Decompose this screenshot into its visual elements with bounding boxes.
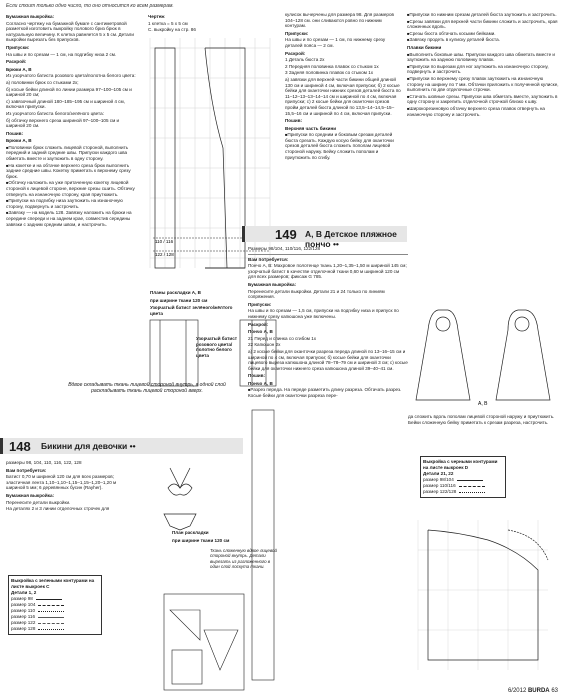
col3-cut-line: 3 Задняя половинка плавок со стыком 1х <box>285 70 374 76</box>
bikini-pattern-text: Перенесите детали выкройки. <box>6 499 71 505</box>
line-swatch <box>38 629 64 630</box>
legend-row <box>423 489 503 495</box>
cut-line: Из узорчатого батиста розового цвета/полотна белого цвета: <box>6 73 136 79</box>
section-number: 148 <box>9 439 31 454</box>
column-instructions-pants <box>6 12 136 228</box>
layout-caption: Вдвое складывать ткань лицевой стороной внутрь, в одной слой раскладывать ткань лицевой стороной вверх. <box>68 382 226 394</box>
poncho-sew-heading: Пошив: <box>248 373 266 379</box>
drawing-header <box>148 12 278 34</box>
legend-detail: Детали 1, 2 <box>11 590 37 595</box>
panties-step: ■ Припуски по вырезам для ног заутюжить на изнаночную сторону, подвернуть и застрочить. <box>407 64 561 75</box>
sew-step: ■ Половинки брюк сложить лицевой стороной, выполнить передний и задний средние швы. Припуски каждого шва обметать вместе и заутюжить в одну сторону. <box>6 145 136 162</box>
column-bikini-continued <box>285 12 403 161</box>
poncho-illustration <box>408 300 562 410</box>
allowance-text: На швы и по срезам — 1 см, на подгибку низа 2 см. <box>6 51 117 57</box>
drawing-title: Чертеж <box>148 14 165 19</box>
col3-allowance-text: На швы и по срезам — 1 см, по нижнему срезу деталей пояса — 2 см. <box>285 37 386 48</box>
col3-cut-text: а) завязки для верхней части бикини общей длиной 130 см и шириной 4 см, включая припуски; б) 2 косые бейки для оканточки нижних срезов деталей бюста по 11–12–13–13–14–14 см и шириной по 4 см, включая припуски; с) 2 косые бейки для оканточки срезов пройм деталей бюста длиной по 13,5–14–14,5–15–15,5–16 см и шириной по 4 см, включая припуски. <box>285 76 401 116</box>
sew-step: ■ Обтачку наложить на уже притаченную кокетку лицевой стороной к лицевой стороне, верхние срезы сшить. Обтачку отвернуть на изнаночную сторону, края приутюжить. <box>6 180 136 197</box>
drawing-reference: С. выкройку на стр. 86 <box>148 27 196 33</box>
line-swatch <box>38 617 64 618</box>
legend-size: размер 116 <box>11 614 36 619</box>
col3-sew-heading: Пошив: <box>285 118 303 124</box>
cut-line: Из узорчатого батиста белого/зелёного цвета: <box>6 110 104 116</box>
col4-step: ■ Срезы бюста обтачать косыми бейками. <box>407 31 561 37</box>
legend-detail: Детали 21, 22 <box>423 471 454 476</box>
poncho-cut-heading: Раскрой: <box>248 321 269 327</box>
line-swatch <box>36 599 62 600</box>
cut-line: б) косые бейки длиной по линии размера 97–100–105 см и шириной 20 см; <box>6 86 132 98</box>
panties-heading: Плавки бикини <box>407 44 442 50</box>
layout-plan-subtitle: при ширине ткани 120 см <box>150 297 208 303</box>
legend-size: размер 110/116 <box>423 483 456 488</box>
cut-line: б) обтачку верхнего среза шириной 97–100–105 см и шириной 20 см. <box>6 117 120 129</box>
poncho-allowance-heading: Припуски: <box>248 301 272 307</box>
cut-line: с) завязочный длиной 180–185–195 см и шириной 4 см, включая припуски. <box>6 98 125 110</box>
sew-step: ■ Завязку — на модель 128. Завязку наложить на брюки на середине спереди и на заднем крае, совместив середины завязки с задним средним швом, и настрочить. <box>6 210 136 227</box>
poncho-need-text: Пончо А, В: Махровое полотенце ткань 1,20–1,35–1,50 м шириной 145 см; узорчатый батист в качестве отделочной ткани 0,60 м шириной 120 см для всех размеров; фиксаж G 785. <box>248 263 407 280</box>
legend-size: размер 122/128 <box>423 489 457 494</box>
legend-size: размер 110 <box>11 608 36 613</box>
bottom-layout-caption: Ткань сложенную вдвое лицевой стороной внутрь. Детали вырезать из разложенного в один слой лоскута ткани. <box>210 548 277 570</box>
sew-step: ■ На кокетке и на обтачке верхнего среза брюк выполнить задние средние швы. Кокетку приметать к верхнему срезу брюк. <box>6 163 136 180</box>
allowance-heading: Припуски: <box>6 44 30 50</box>
col3-cut-line: 1 Деталь бюста 2х <box>285 57 325 63</box>
bikini-pattern-legend <box>8 575 102 635</box>
poncho-allowance-text: На швы и по срезам — 1,5 см, припуски на подгибку низа и припуск по нижнему срезу капюшона уже включены. <box>248 308 399 319</box>
layout-plan-title: Планы раскладки А, В <box>150 290 201 295</box>
line-swatch <box>459 492 485 493</box>
legend-title: Выкройка с зелеными контурами на листе выкроек С <box>11 578 95 589</box>
poncho-caption: да сложить вдоль пополам лицевой стороной наружу и приутюжить. Бейки сложенную бейку приметать к срезам разреза, настрочить. <box>408 414 555 425</box>
size-mark: 110 / 116 <box>155 239 174 244</box>
legend-size: размер 104 <box>11 602 36 607</box>
line-swatch <box>457 480 483 481</box>
poncho-need-heading: Вам потребуется: <box>248 256 289 262</box>
poncho-sizes: Размеры 98/104, 110/116, 122/128 <box>248 246 321 251</box>
bikini-layout-drawing <box>160 590 250 695</box>
sew-step: ■ Припуски на подгибку низа заутюжить на изнаночную сторону, подвернуть и застрочить. <box>6 198 136 209</box>
sew-heading: Пошив: <box>6 130 24 136</box>
legend-size: размер 98/104 <box>423 477 454 482</box>
line-swatch <box>38 623 64 624</box>
pattern-text: Согласно чертежу на бумажной бумаге с сантиметровой разметкой изготовить выкройку полового бриз брюк в натуральную величину. К клетка равняется 5 х 5 см. Детали выкройки вырезать без припусков. <box>6 20 134 43</box>
poncho-cut-text: а) 2 косые бейки для оканточки разреза переда длиной по 13–16–15 см и шириной по 4 см, включая припуски; б) косые бейки для оканточки лицевого выреза капюшона длиной 78–78–79 см и шириной 3 см; с) косые бейки для оканточки нижнего среза капюшона длиной 39–40–41 см. <box>248 348 408 371</box>
poncho-label: А, В <box>478 401 488 407</box>
bikini-need-text: Батист 0,70 м шириной 120 см для всех размеров; эластичная лента 1,10–1,10–1,15–1,15–1,20–1,20 м шириной 5 мм; 6 деревянных бусин (Rayher). <box>6 474 117 491</box>
poncho-pattern-heading: Бумажная выкройка: <box>248 281 297 287</box>
section-title: Бикини для девочки •• <box>41 441 136 451</box>
bikini-illustration <box>140 458 240 538</box>
poncho-pattern-drawing <box>408 510 562 680</box>
poncho-cut-subheading: Пончо А, В <box>248 329 273 335</box>
page-footer <box>508 688 558 694</box>
panties-step: ■ Стачать шовные срезы. Припуски шва обметать вместе, заутюжить в одну сторону и закрепить отделочной строчкой близко к шву. <box>407 94 561 105</box>
drawing-scale: 1 клетка = 5 х 5 см <box>148 20 188 26</box>
panties-step: ■ Выполнить боковые швы. Припуски каждого шва обметать вместе и заутюжить на заднюю половинку плавок. <box>407 52 561 63</box>
poncho-cut-line: 22 Капюшон 2х <box>248 342 281 348</box>
size-mark: 122 / 128 <box>155 252 174 257</box>
col4-step: ■ Припуски по нижним срезам деталей бюста заутюжить и застрочить. <box>407 12 561 18</box>
brand-name: BURDA <box>527 688 550 694</box>
line-swatch <box>38 611 64 612</box>
poncho-instructions <box>248 246 408 400</box>
bikini-sizes: размеры 98, 104, 110, 116, 122, 128 <box>6 460 82 465</box>
col3-sew-text: ■ Припуски по средним и боковым срезам деталей бюста срезать. Каждую косую бейку для оканточки срезов деталей бюста сложить пополам лицевой стороной наружу. Бейку сложить пополам и приутюжить по сгибу. <box>285 132 403 160</box>
section-banner-148 <box>0 438 243 454</box>
bikini-info <box>6 460 136 513</box>
col4-step: ■ Завязку продеть в кулиску деталей бюста. <box>407 37 561 43</box>
legend-title: Выкройка с черными контурами на листе выкроек D <box>423 459 498 470</box>
col3-allowance-heading: Припуски: <box>285 30 309 36</box>
cut-subheading: Брюки А, В <box>6 66 32 72</box>
poncho-pattern-text: Перенесите детали выкройки. Детали 21 и 24 только по линиям сопряжения. <box>248 288 385 300</box>
legend-size: размер 128 <box>11 626 36 631</box>
legend-size: размер 122 <box>11 620 36 625</box>
fabric-label-2: Узорчатый батист розового цвета/полотно белого цвета <box>196 336 238 358</box>
poncho-sew-text: ■ Разрез переда. На переде разметить длину разреза. Обтачать разрез. Косые бейки для оканточки разреза пере- <box>248 387 408 398</box>
section-title: А, В Детское пляжное пончо •• <box>305 229 397 249</box>
divider <box>248 254 408 255</box>
line-swatch <box>459 486 485 487</box>
col3-sew-subheading: Верхняя часть бикини <box>285 125 337 131</box>
bottom-layout-header <box>172 528 252 544</box>
legend-size: размер 98 <box>11 596 33 601</box>
issue-number: 6/2012 <box>507 688 527 694</box>
bottom-layout-subtitle: при ширине ткани 120 см <box>172 537 230 543</box>
column-panties <box>407 12 561 118</box>
line-swatch <box>38 605 64 606</box>
poncho-sew-subheading: Пончо А, В <box>248 380 273 386</box>
col3-top-text: кулисок вычерчены для размера 98. Для размеров 104–128 см. они сливаются ровно по нижним контурам. <box>285 12 394 29</box>
header-note: Если стоит только одно число, то оно относится ко всем размерам. <box>6 3 174 9</box>
section-number: 149 <box>275 227 297 242</box>
bikini-need-heading: Вам потребуется: <box>6 467 47 473</box>
panties-step: ■ Припуски по верхнему срезу плавок заутюжить на изнаночную сторону на ширину по 7 мм. Обтачки приложить к полученной кулиске, выполнить по две отделочные строчки. <box>407 76 561 93</box>
fabric-label-1: Узорчатый батист зелёного/жёлтого цвета <box>150 305 233 316</box>
poncho-pattern-legend <box>420 456 506 498</box>
bottom-layout-title: План раскладки <box>172 530 209 535</box>
tie-strip-drawing <box>244 400 284 690</box>
cut-heading: Раскрой: <box>6 59 27 65</box>
col4-step: ■ Срезы завязки для верхней части бикини сложить и застрочить, края сложенных вдоль. <box>407 19 561 30</box>
cut-line: а) половинки брюк со стыками 2х; <box>6 79 79 85</box>
panties-step: ■ Широкорезиновую обтачку верхнего среза плавок отвернуть на изнаночную сторону и застрочить. <box>407 106 561 117</box>
bikini-pattern-heading: Бумажная выкройка: <box>6 492 55 498</box>
page-number: 63 <box>551 688 558 694</box>
poncho-cut-line: 21 Перед и спинка со сгибом 1х <box>248 335 317 341</box>
legend-row <box>11 626 99 632</box>
col3-cut-line: 2 Передняя половинка плавок со стыком 1х <box>285 63 379 69</box>
pattern-heading: Бумажная выкройка: <box>6 14 55 19</box>
bikini-pattern-text2: На деталях 2 и 3 линии отделочных строчек для <box>6 506 110 512</box>
col3-cut-heading: Раскрой: <box>285 50 306 56</box>
sew-subheading: Брюки А, В <box>6 138 32 144</box>
